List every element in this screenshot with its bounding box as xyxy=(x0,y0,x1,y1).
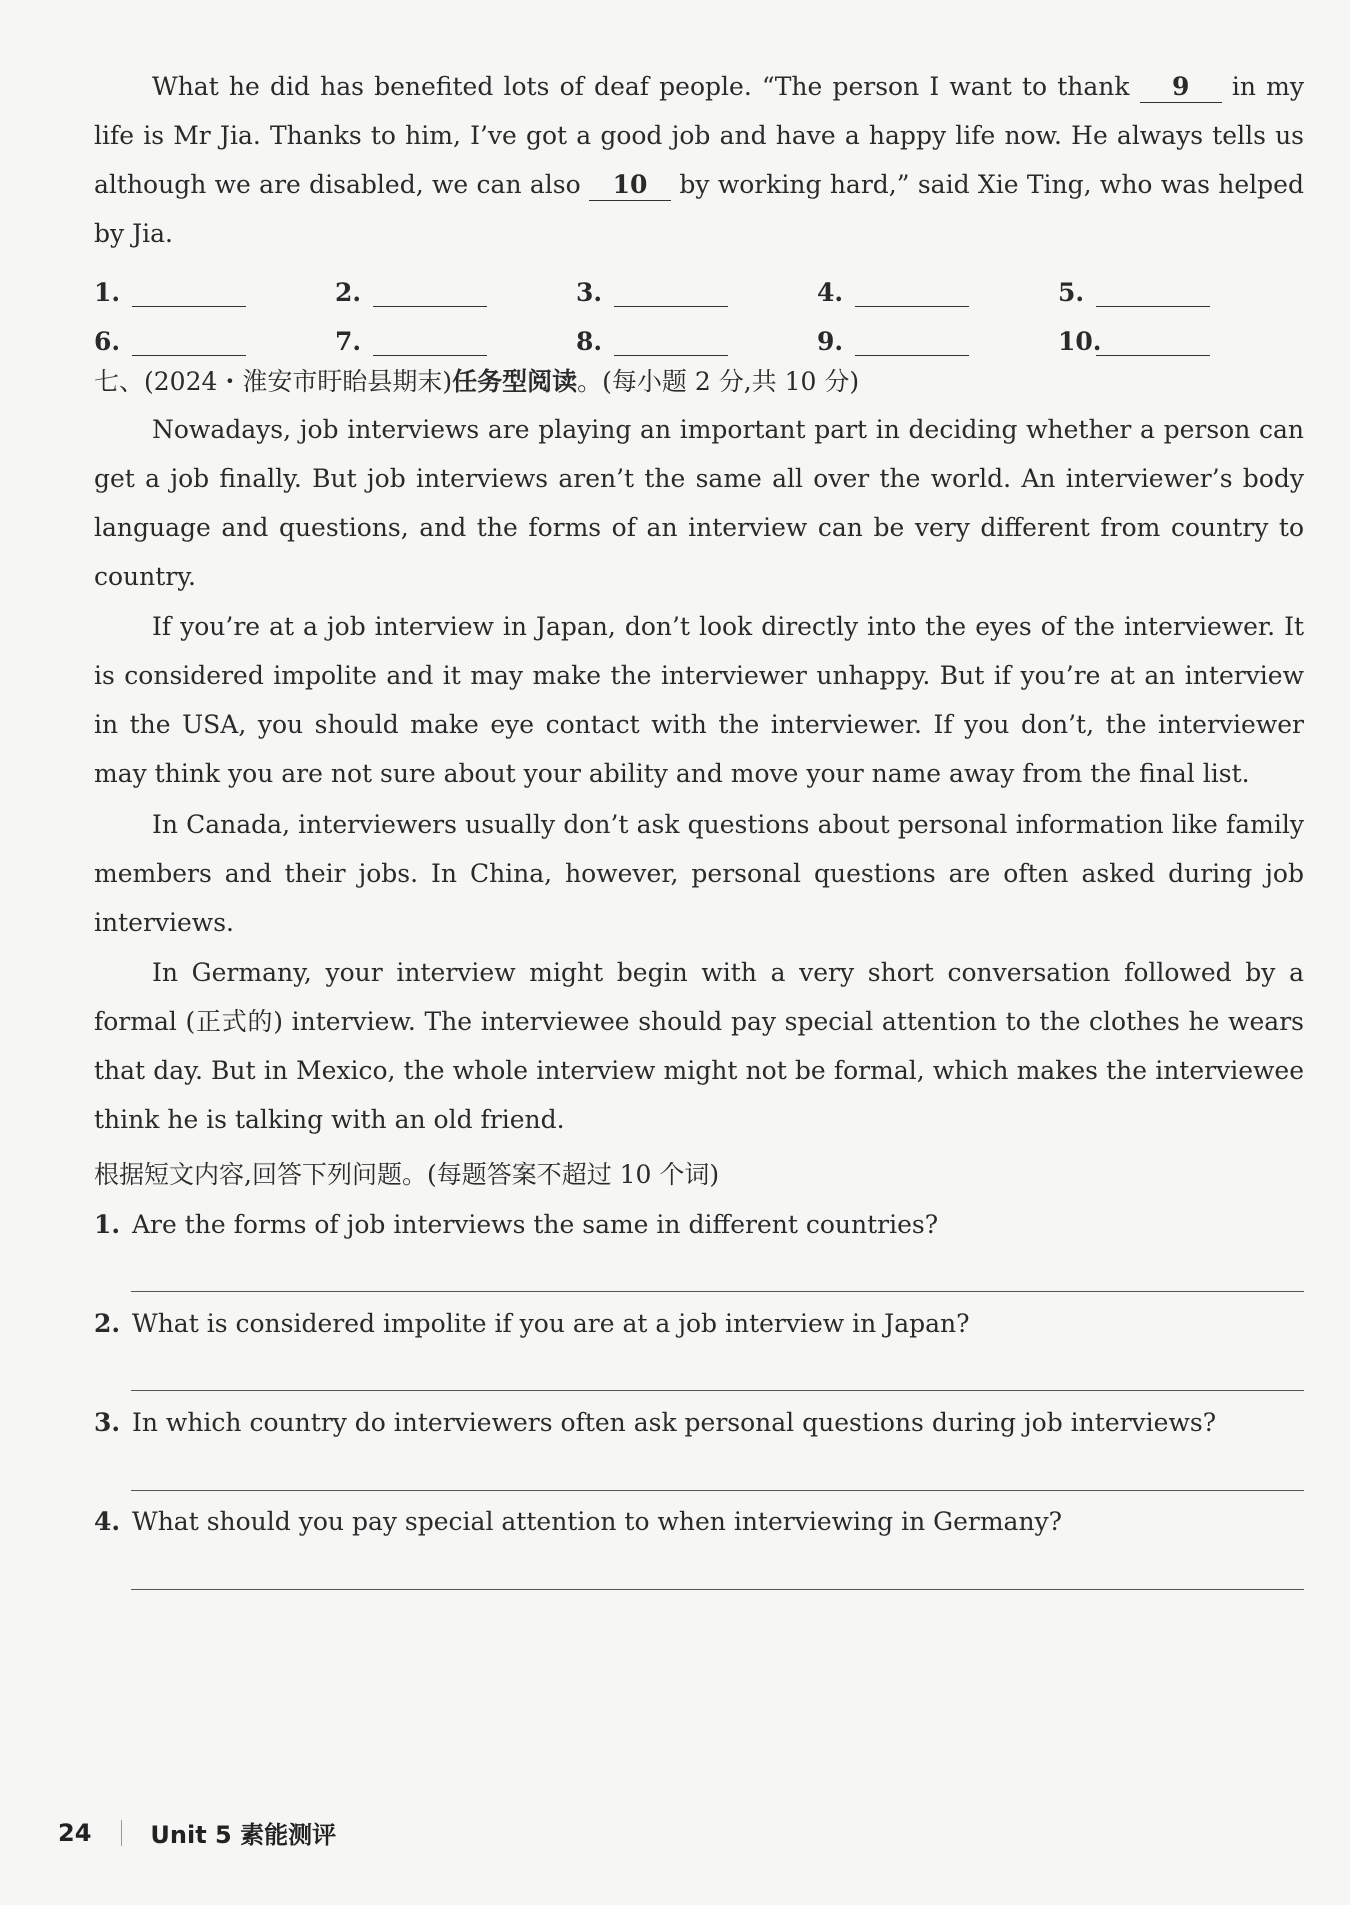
answer-slot[interactable]: 10. xyxy=(1058,327,1299,356)
passage-text: by working hard,” said Xie Ting, who was helped by Jia. xyxy=(94,170,1304,248)
answer-slot[interactable]: 8. xyxy=(576,327,817,356)
unit-label: Unit 5 素能测评 xyxy=(150,1821,337,1849)
question: 3. In which country do interviewers often ask personal questions during job interviews? xyxy=(94,1408,1217,1437)
answer-slot[interactable]: 7. xyxy=(335,327,576,356)
answer-slot[interactable]: 4. xyxy=(817,278,1058,307)
passage-text: What he did has benefited lots of deaf people. “The person I want to thank xyxy=(152,72,1130,101)
answer-slot[interactable]: 1. xyxy=(94,278,335,307)
answer-slot[interactable]: 6. xyxy=(94,327,335,356)
answer-line[interactable] xyxy=(131,1490,1304,1491)
answer-slot[interactable]: 5. xyxy=(1058,278,1299,307)
blank-9: 9 xyxy=(1140,72,1222,103)
question: 2. What is considered impolite if you are at a job interview in Japan? xyxy=(94,1309,970,1338)
answer-grid xyxy=(94,258,1314,356)
reading-paragraph: In Canada, interviewers usually don’t ask questions about personal information like family members and their jobs. In China, however, personal questions are often asked during job interviews. xyxy=(94,810,1304,937)
reading-paragraph: If you’re at a job interview in Japan, don’t look directly into the eyes of the interviewer. It is considered impolite and it may make the interviewer unhappy. But if you’re at an interview in the USA, you should make eye contact with the interviewer. If you don’t, the interviewer may think you are not sure about your ability and move your name away from the final list. xyxy=(94,612,1304,788)
question: 1. Are the forms of job interviews the same in different countries? xyxy=(94,1210,939,1239)
blank-10: 10 xyxy=(589,170,671,201)
answer-line[interactable] xyxy=(131,1291,1304,1292)
answer-slot[interactable]: 9. xyxy=(817,327,1058,356)
divider xyxy=(121,1820,122,1846)
passage-ending xyxy=(94,62,1304,258)
section-heading: 七、(2024・淮安市盱眙县期末)任务型阅读。(每小题 2 分,共 10 分) xyxy=(94,367,860,396)
reading-paragraph: Nowadays, job interviews are playing an important part in deciding whether a person can get a job finally. But job interviews aren’t the same all over the world. An interviewer’s body language and questions, and the forms of an interview can be very different from country to country. xyxy=(94,415,1304,591)
reading-paragraph: In Germany, your interview might begin with a very short conversation followed by a formal (正式的) interview. The interviewee should pay special attention to the clothes he wears that day. But in Mexico, the whole interview might not be formal, which makes the interviewee think he is talking with an old friend. xyxy=(94,958,1304,1134)
page-number: 24 xyxy=(58,1818,92,1847)
answer-slot[interactable]: 3. xyxy=(576,278,817,307)
instruction: 根据短文内容,回答下列问题。(每题答案不超过 10 个词) xyxy=(94,1160,720,1189)
answer-line[interactable] xyxy=(131,1390,1304,1391)
page-footer xyxy=(58,1815,336,1850)
passage-text: in my life is Mr Jia. Thanks to him, I’ve got a good job and have a happy life now. He always tells us although we are disabled, we can also xyxy=(94,72,1304,199)
question: 4. What should you pay special attention to when interviewing in Germany? xyxy=(94,1507,1063,1536)
answer-slot[interactable]: 2. xyxy=(335,278,576,307)
answer-line[interactable] xyxy=(131,1589,1304,1590)
